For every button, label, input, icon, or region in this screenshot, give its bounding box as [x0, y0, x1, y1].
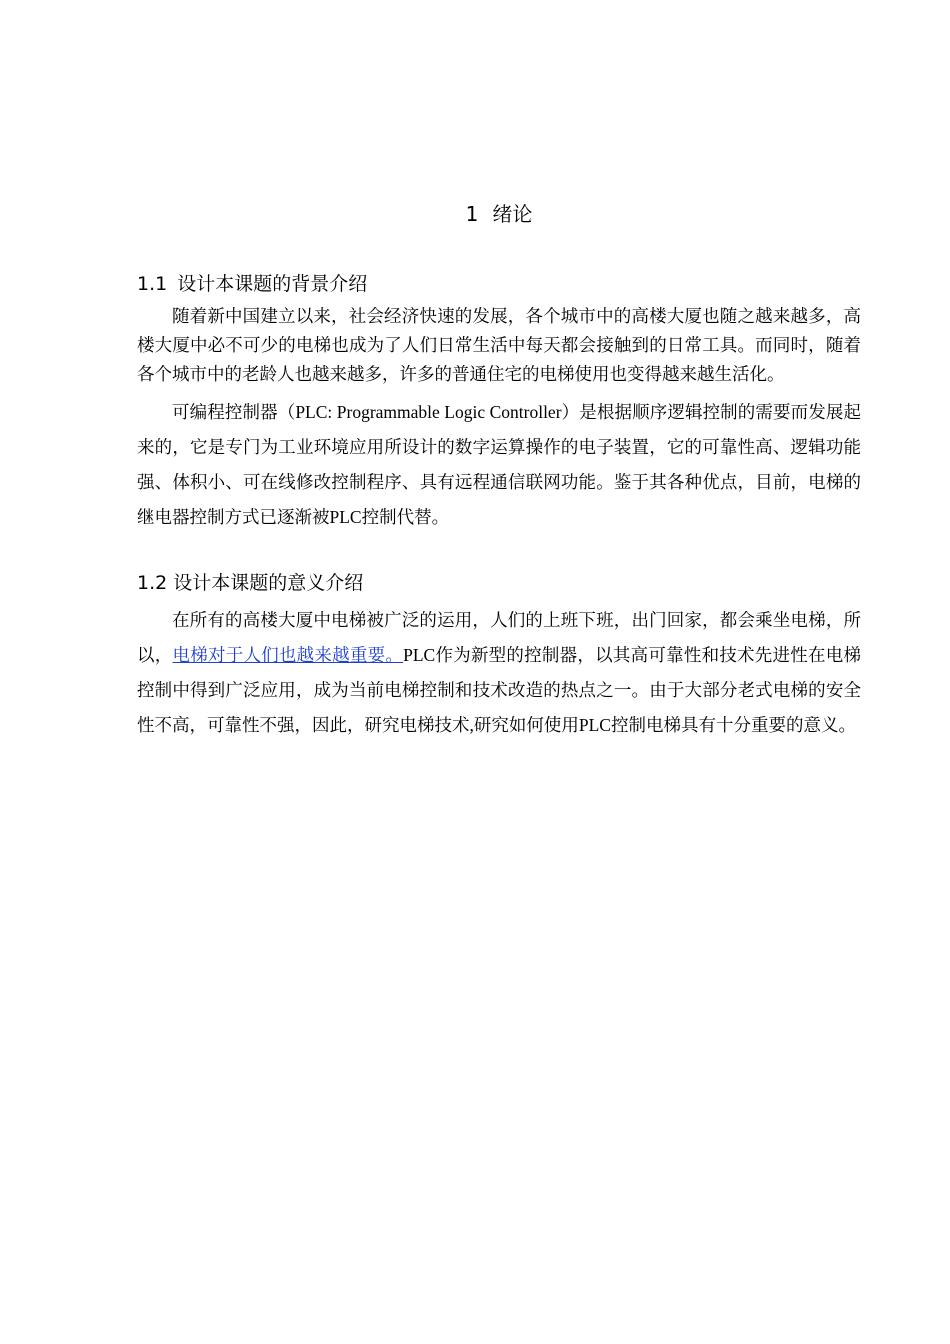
section-gap [137, 535, 861, 569]
section-number: 1.1 [137, 273, 168, 295]
paragraph-text-after-link: PLC作为新型的控制器，以其高可靠性和技术先进性在电梯控制中得到广泛应用，成为当前电梯控制和技术改造的热点之一。由于大部分老式电梯的安全性不高，可靠性不强，因此，研究电梯技术,研究如何使用PLC控制电梯具有十分重要的意义。 [137, 645, 862, 735]
paragraph-significance [137, 603, 861, 743]
section-title-text: 设计本课题的意义介绍 [173, 572, 364, 594]
section-title-background [137, 270, 861, 298]
chapter-number: 1 [465, 202, 479, 226]
page-content [137, 196, 861, 743]
section-background [137, 270, 861, 535]
paragraph-background-1: 随着新中国建立以来，社会经济快速的发展，各个城市中的高楼大厦也随之越来越多，高楼大厦中必不可少的电梯也成为了人们日常生活中每天都会接触到的日常工具。而同时，随着各个城市中的老龄人也越来越多，许多的普通住宅的电梯使用也变得越来越生活化。 [137, 306, 861, 384]
paragraph-text-before-link: 在所有的高楼大厦中电梯被广泛的运用，人们的上班下班，出门回家，都会乘坐电梯，所以， [137, 610, 861, 665]
section-title-significance [137, 569, 861, 597]
chapter-title [137, 196, 861, 232]
section-title-text: 设计本课题的背景介绍 [177, 273, 368, 295]
chapter-title-text: 绪论 [492, 202, 533, 226]
section-significance [137, 569, 861, 743]
paragraph-background-2: 可编程控制器（PLC: Programmable Logic Controller）是根据顺序逻辑控制的需要而发展起来的，它是专门为工业环境应用所设计的数字运算操作的电子装置，它的可靠性高、逻辑功能强、体积小、可在线修改控制程序、具有远程通信联网功能。鉴于其各种优点，目前，电梯的继电器控制方式已逐渐被PLC控制代替。 [137, 402, 861, 527]
section-number: 1.2 [137, 572, 168, 594]
hyperlink-elevator-importance[interactable]: 电梯对于人们也越来越重要。 [172, 645, 404, 665]
